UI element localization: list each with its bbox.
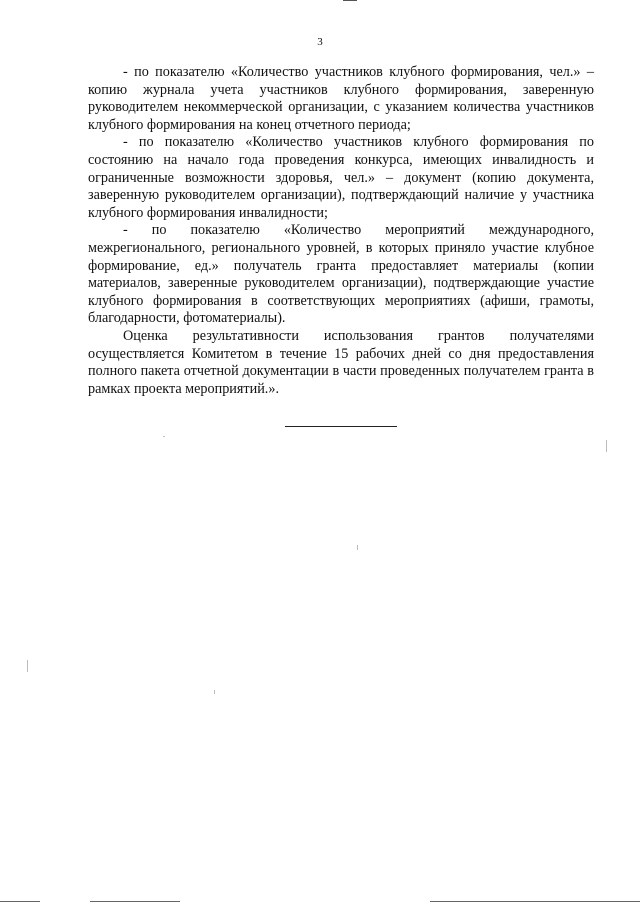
page-number: 3 <box>317 36 323 48</box>
closing-divider <box>285 426 397 427</box>
paragraph-disabled-members-count: - по показателю «Количество участников клубного формирования по состоянию на начало года проведения конкурса, имеющих инвалидность и ограниченные возможности здоровья, чел.» – документ (копию документа, заверенную руководителем организации), подтверждающий наличие у участника клубного формирования инвалидности; <box>88 134 594 221</box>
paragraph-events-count: - по показателю «Количество мероприятий международного, межрегионального, регионального уровней, в которых приняло участие клубное формирование, ед.» получатель гранта предоставляет материалы (копии материалов, заверенные руководителем организации), подтверждающие участие клубного формирования в соответствующих мероприятиях (афиши, грамоты, благодарности, фотоматериалы). <box>88 222 594 327</box>
scan-speck <box>357 545 358 550</box>
paragraph-effectiveness-assessment: Оценка результативности использования грантов получателями осуществляется Комитетом в течение 15 рабочих дней со дня предоставления полного пакета отчетной документации в части проведенных получателем гранта в рамках проекта мероприятий.». <box>88 327 594 397</box>
scan-speck <box>606 440 607 452</box>
document-body <box>88 64 594 398</box>
scan-edge-mark <box>430 901 640 902</box>
scan-top-mark <box>343 0 357 1</box>
scan-edge-mark <box>90 901 180 902</box>
scan-speck <box>27 660 28 672</box>
scan-speck <box>163 436 165 437</box>
scan-speck <box>214 690 215 694</box>
scan-edge-mark <box>0 901 40 902</box>
paragraph-club-members-count: - по показателю «Количество участников клубного формирования, чел.» – копию журнала учета участников клубного формирования, заверенную руководителем некоммерческой организации, с указанием количества участников клубного формирования на конец отчетного периода; <box>88 64 594 133</box>
